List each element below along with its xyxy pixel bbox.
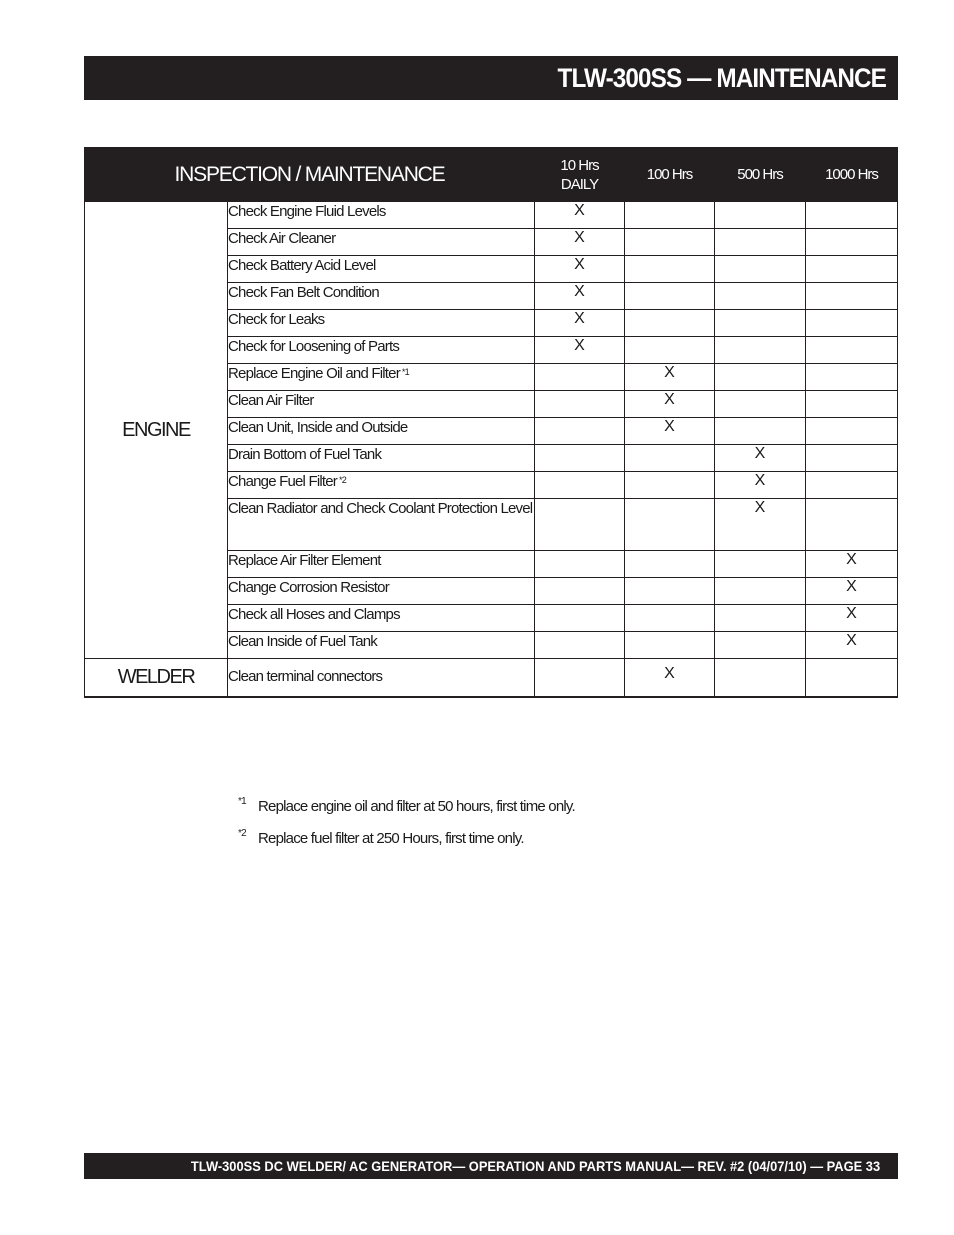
interval-cell xyxy=(625,472,715,499)
interval-cell xyxy=(625,364,715,391)
task-footnote-mark: *1 xyxy=(401,367,409,377)
check-mark: X xyxy=(754,445,766,462)
page-footer-text: TLW-300SS DC WELDER/ AC GENERATOR— OPERATION AND PARTS MANUAL— REV. #2 (04/07/10) — PAGE 33 xyxy=(190,1158,880,1174)
check-mark: X xyxy=(574,229,585,246)
interval-cell xyxy=(715,605,806,632)
group-label-welder: WELDER xyxy=(85,659,228,697)
interval-cell xyxy=(806,445,898,472)
task-cell xyxy=(228,310,535,337)
interval-cell xyxy=(625,391,715,418)
interval-cell xyxy=(806,578,898,605)
interval-cell xyxy=(806,256,898,283)
interval-cell xyxy=(715,229,806,256)
task-cell xyxy=(228,391,535,418)
interval-cell xyxy=(535,659,625,697)
task-label: Clean terminal connectors xyxy=(228,668,383,686)
interval-cell xyxy=(806,418,898,445)
interval-cell xyxy=(535,578,625,605)
check-mark: X xyxy=(846,605,857,622)
interval-cell xyxy=(535,499,625,551)
interval-cell xyxy=(806,337,898,364)
interval-cell xyxy=(715,445,806,472)
footnote-2 xyxy=(238,830,575,847)
task-label: Check Engine Fluid Levels xyxy=(228,203,386,220)
footnote-1-mark: *1 xyxy=(238,796,246,807)
interval-cell xyxy=(715,578,806,605)
task-cell xyxy=(228,256,535,283)
interval-cell xyxy=(625,445,715,472)
footnotes xyxy=(238,798,575,862)
check-mark: X xyxy=(754,499,766,516)
page-footer-bar xyxy=(84,1153,898,1179)
interval-header-3 xyxy=(806,148,898,202)
check-mark: X xyxy=(574,256,585,273)
task-cell xyxy=(228,283,535,310)
check-mark: X xyxy=(574,202,585,219)
task-label: Check Fan Belt Condition xyxy=(228,284,379,301)
interval-cell xyxy=(535,418,625,445)
table-row xyxy=(85,659,898,697)
task-cell xyxy=(228,418,535,445)
interval-cell xyxy=(625,418,715,445)
task-label: Replace Air Filter Element xyxy=(228,552,381,569)
check-mark: X xyxy=(754,472,766,489)
interval-header-0 xyxy=(535,148,625,202)
interval-cell xyxy=(806,499,898,551)
inspection-maintenance-header: INSPECTION / MAINTENANCE xyxy=(85,148,535,202)
interval-cell xyxy=(715,283,806,310)
interval-header-line: DAILY xyxy=(560,175,599,193)
interval-header-line: 10 Hrs xyxy=(560,156,599,174)
interval-cell xyxy=(535,310,625,337)
task-label: Change Fuel Filter xyxy=(228,473,337,490)
check-mark: X xyxy=(846,578,857,595)
footnote-2-mark: *2 xyxy=(238,828,246,839)
check-mark: X xyxy=(846,551,857,568)
interval-cell xyxy=(535,229,625,256)
check-mark: X xyxy=(574,337,585,354)
check-mark: X xyxy=(574,283,585,300)
footnote-1 xyxy=(238,798,575,815)
interval-cell xyxy=(625,499,715,551)
interval-cell xyxy=(535,472,625,499)
interval-cell xyxy=(535,632,625,659)
interval-cell xyxy=(715,659,806,697)
task-cell xyxy=(228,445,535,472)
task-cell xyxy=(228,229,535,256)
interval-cell xyxy=(535,551,625,578)
page-header-bar xyxy=(84,56,898,100)
interval-cell xyxy=(535,337,625,364)
task-label: Replace Engine Oil and Filter xyxy=(228,365,400,382)
task-label: Change Corrosion Resistor xyxy=(228,579,389,596)
interval-cell xyxy=(535,605,625,632)
footnote-2-text: Replace fuel filter at 250 Hours, first time only. xyxy=(258,830,524,847)
interval-cell xyxy=(535,202,625,229)
interval-cell xyxy=(625,659,715,697)
footnote-1-text: Replace engine oil and filter at 50 hours, first time only. xyxy=(258,798,575,815)
interval-cell xyxy=(625,283,715,310)
interval-cell xyxy=(535,256,625,283)
task-label: Check all Hoses and Clamps xyxy=(228,606,400,623)
table-body xyxy=(85,202,898,697)
interval-cell xyxy=(625,310,715,337)
task-label: Clean Radiator and Check Coolant Protection Level xyxy=(228,500,533,517)
check-mark: X xyxy=(664,665,675,683)
interval-cell xyxy=(806,364,898,391)
task-label: Check Air Cleaner xyxy=(228,230,336,247)
task-cell xyxy=(228,472,535,499)
page-title: TLW-300SS — MAINTENANCE xyxy=(557,62,886,93)
interval-cell xyxy=(715,391,806,418)
check-mark: X xyxy=(664,364,675,381)
interval-cell xyxy=(715,551,806,578)
interval-cell xyxy=(806,472,898,499)
task-cell xyxy=(228,632,535,659)
interval-cell xyxy=(715,337,806,364)
interval-cell xyxy=(715,310,806,337)
interval-cell xyxy=(715,202,806,229)
interval-cell xyxy=(625,632,715,659)
interval-cell xyxy=(715,256,806,283)
interval-cell xyxy=(715,364,806,391)
interval-cell xyxy=(806,391,898,418)
task-cell xyxy=(228,364,535,391)
interval-cell xyxy=(806,202,898,229)
interval-cell xyxy=(625,578,715,605)
table-header-row xyxy=(85,148,898,202)
interval-cell xyxy=(625,256,715,283)
interval-cell xyxy=(535,391,625,418)
interval-header-1 xyxy=(625,148,715,202)
interval-header-line: 500 Hrs xyxy=(737,166,783,183)
interval-cell xyxy=(806,605,898,632)
task-label: Drain Bottom of Fuel Tank xyxy=(228,446,382,463)
interval-cell xyxy=(625,229,715,256)
task-cell xyxy=(228,499,535,551)
task-cell xyxy=(228,659,535,697)
check-mark: X xyxy=(846,632,857,649)
interval-cell xyxy=(806,551,898,578)
interval-cell xyxy=(806,283,898,310)
check-mark: X xyxy=(664,418,675,435)
check-mark: X xyxy=(664,391,675,408)
interval-cell xyxy=(625,551,715,578)
interval-cell xyxy=(806,310,898,337)
task-label: Check for Loosening of Parts xyxy=(228,338,400,355)
table-row xyxy=(85,202,898,229)
interval-header-line: 1000 Hrs xyxy=(825,166,878,183)
interval-cell xyxy=(806,659,898,697)
interval-cell xyxy=(535,283,625,310)
task-cell xyxy=(228,578,535,605)
task-cell xyxy=(228,337,535,364)
task-cell xyxy=(228,202,535,229)
interval-cell xyxy=(806,229,898,256)
interval-cell xyxy=(625,337,715,364)
task-label: Clean Unit, Inside and Outside xyxy=(228,419,408,436)
group-label-engine: ENGINE xyxy=(85,202,228,659)
interval-cell xyxy=(715,472,806,499)
task-label: Check for Leaks xyxy=(228,311,325,328)
interval-cell xyxy=(625,202,715,229)
interval-cell xyxy=(715,418,806,445)
interval-cell xyxy=(806,632,898,659)
interval-header-2 xyxy=(715,148,806,202)
task-label: Clean Inside of Fuel Tank xyxy=(228,633,377,650)
task-label: Clean Air Filter xyxy=(228,392,314,409)
task-cell xyxy=(228,605,535,632)
task-footnote-mark: *2 xyxy=(339,475,346,485)
check-mark: X xyxy=(574,310,585,327)
interval-cell xyxy=(715,632,806,659)
task-cell xyxy=(228,551,535,578)
interval-cell xyxy=(715,499,806,551)
interval-cell xyxy=(535,445,625,472)
interval-header-line: 100 Hrs xyxy=(646,166,693,183)
maintenance-table xyxy=(84,147,898,698)
interval-cell xyxy=(625,605,715,632)
task-label: Check Battery Acid Level xyxy=(228,257,376,274)
interval-cell xyxy=(535,364,625,391)
